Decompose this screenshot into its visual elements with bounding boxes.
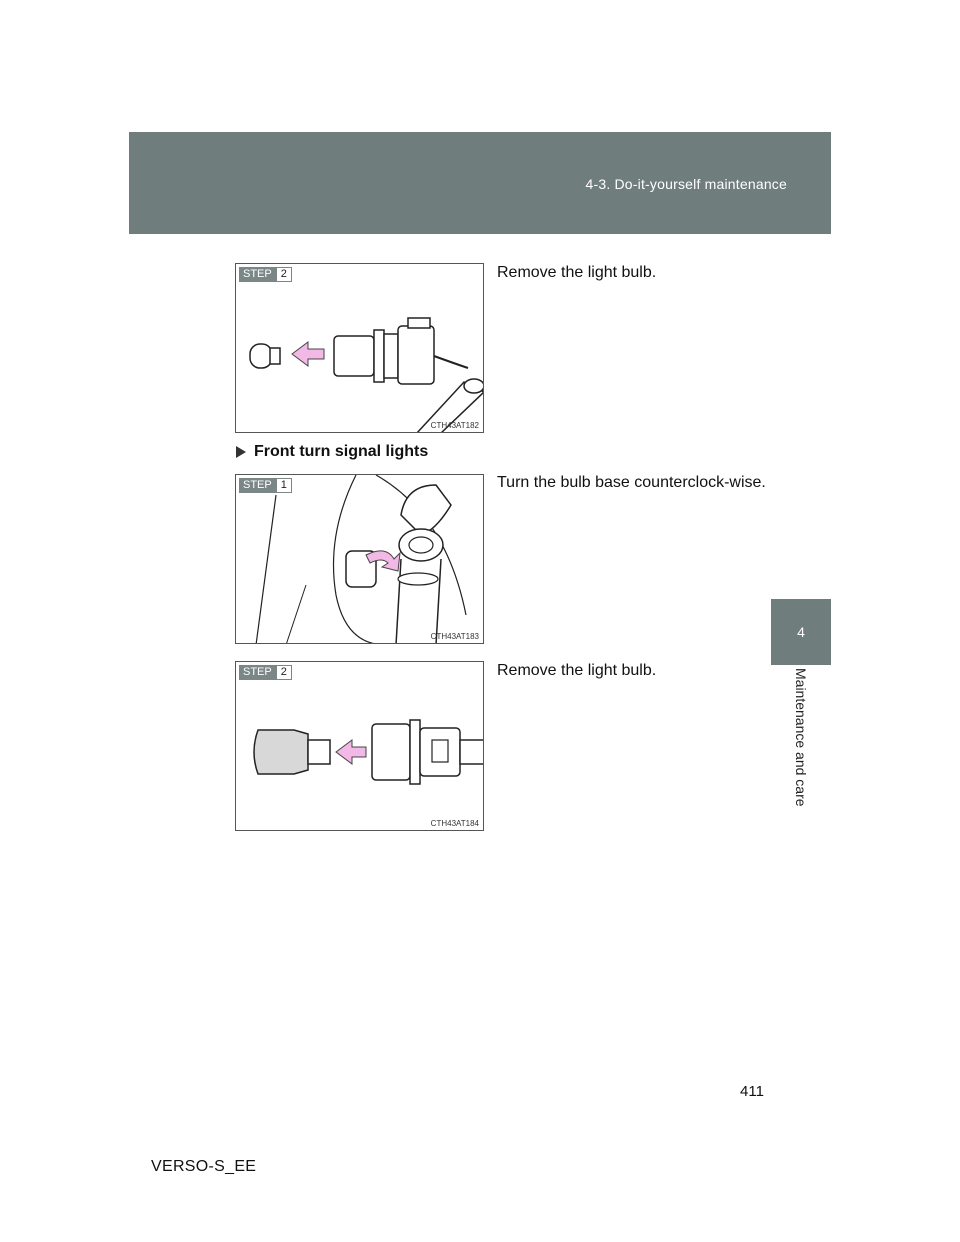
chapter-label-text: Maintenance and care: [793, 668, 809, 807]
chapter-tab[interactable]: [771, 599, 831, 665]
page-number: 411: [740, 1083, 764, 1100]
section-title: 4-3. Do-it-yourself maintenance: [585, 176, 787, 192]
figure-remove-bulb-1: [235, 263, 484, 433]
chapter-number: 4: [797, 624, 805, 640]
wedge-bulb-illustration: [236, 662, 484, 831]
figure-code: CTH43AT183: [430, 632, 479, 641]
subsection-heading: Front turn signal lights: [236, 443, 428, 461]
model-code: VERSO-S_EE: [151, 1158, 257, 1175]
figure-code: CTH43AT182: [430, 421, 479, 430]
step-text: Remove the light bulb.: [497, 264, 657, 281]
step-badge: STEP 2: [239, 665, 292, 680]
header-band: [129, 132, 831, 234]
figure-turn-bulb-base: [235, 474, 484, 644]
step-badge: STEP 2: [239, 267, 292, 282]
step-text: Turn the bulb base counterclock-wise.: [497, 474, 766, 491]
chapter-label: [771, 668, 831, 818]
step-text: Remove the light bulb.: [497, 662, 657, 679]
triangle-bullet-icon: [236, 446, 246, 458]
turn-signal-illustration: [236, 475, 484, 644]
figure-remove-bulb-2: [235, 661, 484, 831]
step-badge: STEP 1: [239, 478, 292, 493]
figure-code: CTH43AT184: [430, 819, 479, 828]
bulb-illustration: [236, 264, 484, 433]
